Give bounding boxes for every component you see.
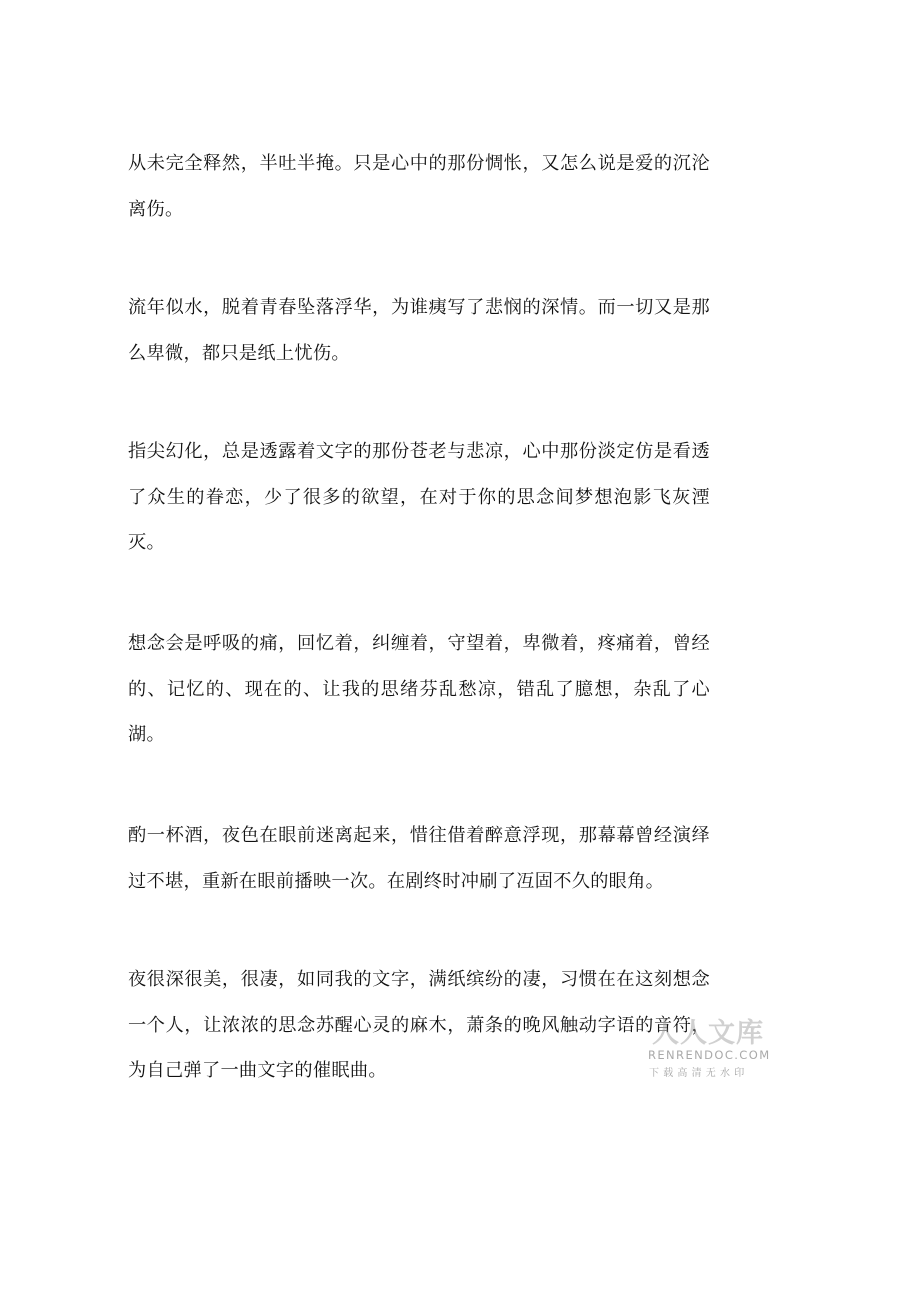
paragraph-2: 流年似水，脱着青春坠落浮华，为谁痍写了悲悯的深情。而一切又是那么卑微，都只是纸上忧伤。 <box>128 297 710 364</box>
paragraph-5: 酌一杯酒，夜色在眼前迷离起来，惜往借着醉意浮现，那幕幕曾经演绎过不堪，重新在眼前播映一次。在剧终时冲刷了冱固不久的眼角。 <box>128 825 710 892</box>
paragraph-4: 想念会是呼吸的痛，回忆着，纠缠着，守望着，卑微着，疼痛着，曾经的、记忆的、现在的、让我的思绪芬乱愁凉，错乱了臆想，杂乱了心湖。 <box>128 633 710 745</box>
paragraph-1: 从未完全释然，半吐半掩。只是心中的那份惆怅，又怎么说是爱的沉沦离伤。 <box>128 153 710 220</box>
watermark-logo: 人人文库 <box>652 1018 764 1049</box>
paragraph-3: 指尖幻化，总是透露着文字的那份苍老与悲凉，心中那份淡定仿是看透了众生的眷恋，少了很多的欲望，在对于你的思念间梦想泡影飞灰湮灭。 <box>128 441 710 553</box>
watermark-domain: RENRENDOC.COM <box>648 1048 771 1062</box>
watermark-tagline: 下载高清无水印 <box>649 1068 749 1079</box>
paragraph-6: 夜很深很美，很凄，如同我的文字，满纸缤纷的凄，习惯在在这刻想念一个人，让浓浓的思念苏醒心灵的麻木，萧条的晚风触动字语的音符，为自己弹了一曲文字的催眠曲。 <box>128 969 710 1081</box>
